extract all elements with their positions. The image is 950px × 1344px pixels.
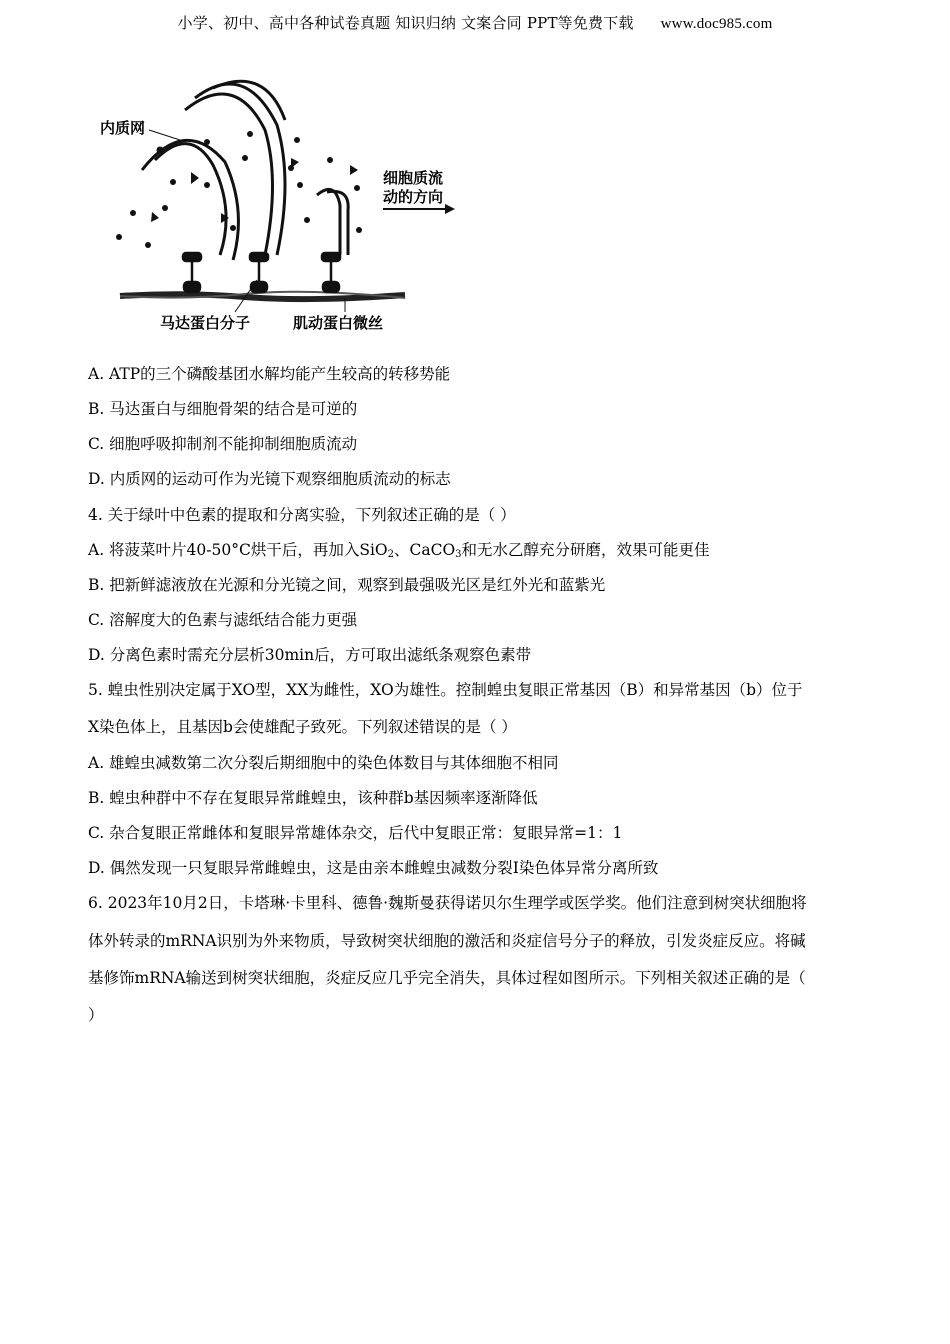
motor-proteins: [183, 253, 340, 292]
q3-option-d: D. 内质网的运动可作为光镜下观察细胞质流动的标志: [88, 470, 451, 488]
q6-line-2: 体外转录的mRNA识别为外来物质，导致树突状细胞的激活和炎症信号分子的释放，引发炎症反应。将碱: [88, 932, 806, 950]
er-cisternae: [142, 81, 348, 260]
q3-option-b: B. 马达蛋白与细胞骨架的结合是可逆的: [88, 400, 358, 418]
q5-option-a: A. 雄蝗虫减数第二次分裂后期细胞中的染色体数目与其体细胞不相同: [88, 754, 559, 772]
page-header: [0, 12, 950, 33]
q5-option-c: C. 杂合复眼正常雌体和复眼异常雄体杂交，后代中复眼正常：复眼异常=1：1: [88, 824, 623, 842]
flow-label-1: 细胞质流: [383, 169, 444, 187]
q5-option-b: B. 蝗虫种群中不存在复眼异常雌蝗虫，该种群b基因频率逐渐降低: [88, 789, 538, 807]
q5-option-d: D. 偶然发现一只复眼异常雌蝗虫，这是由亲本雌蝗虫减数分裂I染色体异常分离所致: [88, 859, 659, 877]
cytoplasmic-streaming-figure: [95, 70, 455, 340]
figure-svg: [95, 70, 455, 340]
q6-line-3: 基修饰mRNA输送到树突状细胞，炎症反应几乎完全消失，具体过程如图所示。下列相关叙述正确的是（: [88, 969, 806, 987]
q6-line-4: ）: [88, 1006, 104, 1024]
q5-stem-1: 5. 蝗虫性别决定属于XO型，XX为雌性，XO为雄性。控制蝗虫复眼正常基因（B）和异常基因（b）位于: [88, 681, 803, 699]
motor-label: 马达蛋白分子: [160, 314, 251, 332]
header-site[interactable]: www.doc985.com: [660, 16, 773, 32]
q6-line-1: 6. 2023年10月2日，卡塔琳·卡里科、德鲁·魏斯曼获得诺贝尔生理学或医学奖。他们注意到树突状细胞将: [88, 894, 807, 912]
header-text: 小学、初中、高中各种试卷真题 知识归纳 文案合同 PPT等免费下载: [177, 14, 634, 32]
q4-stem: 4. 关于绿叶中色素的提取和分离实验，下列叙述正确的是（ ）: [88, 506, 516, 524]
er-label: 内质网: [100, 119, 146, 137]
q5-stem-2: X染色体上，且基因b会使雄配子致死。下列叙述错误的是（ ）: [88, 718, 517, 736]
flow-label-2: 动的方向: [383, 188, 444, 206]
q3-option-c: C. 细胞呼吸抑制剂不能抑制细胞质流动: [88, 435, 358, 453]
actin-label: 肌动蛋白微丝: [293, 314, 384, 332]
q4-option-b: B. 把新鲜滤液放在光源和分光镜之间，观察到最强吸光区是红外光和蓝紫光: [88, 576, 606, 594]
q4-option-d: D. 分离色素时需充分层析30min后，方可取出滤纸条观察色素带: [88, 646, 532, 664]
q3-option-a: A. ATP的三个磷酸基团水解均能产生较高的转移势能: [88, 365, 451, 383]
q4-option-a: A. 将菠菜叶片40-50°C烘干后，再加入SiO$_2$、CaCO$_3$和无水乙醇充分研磨，效果可能更佳: [88, 541, 710, 560]
q4-option-c: C. 溶解度大的色素与滤纸结合能力更强: [88, 611, 358, 629]
